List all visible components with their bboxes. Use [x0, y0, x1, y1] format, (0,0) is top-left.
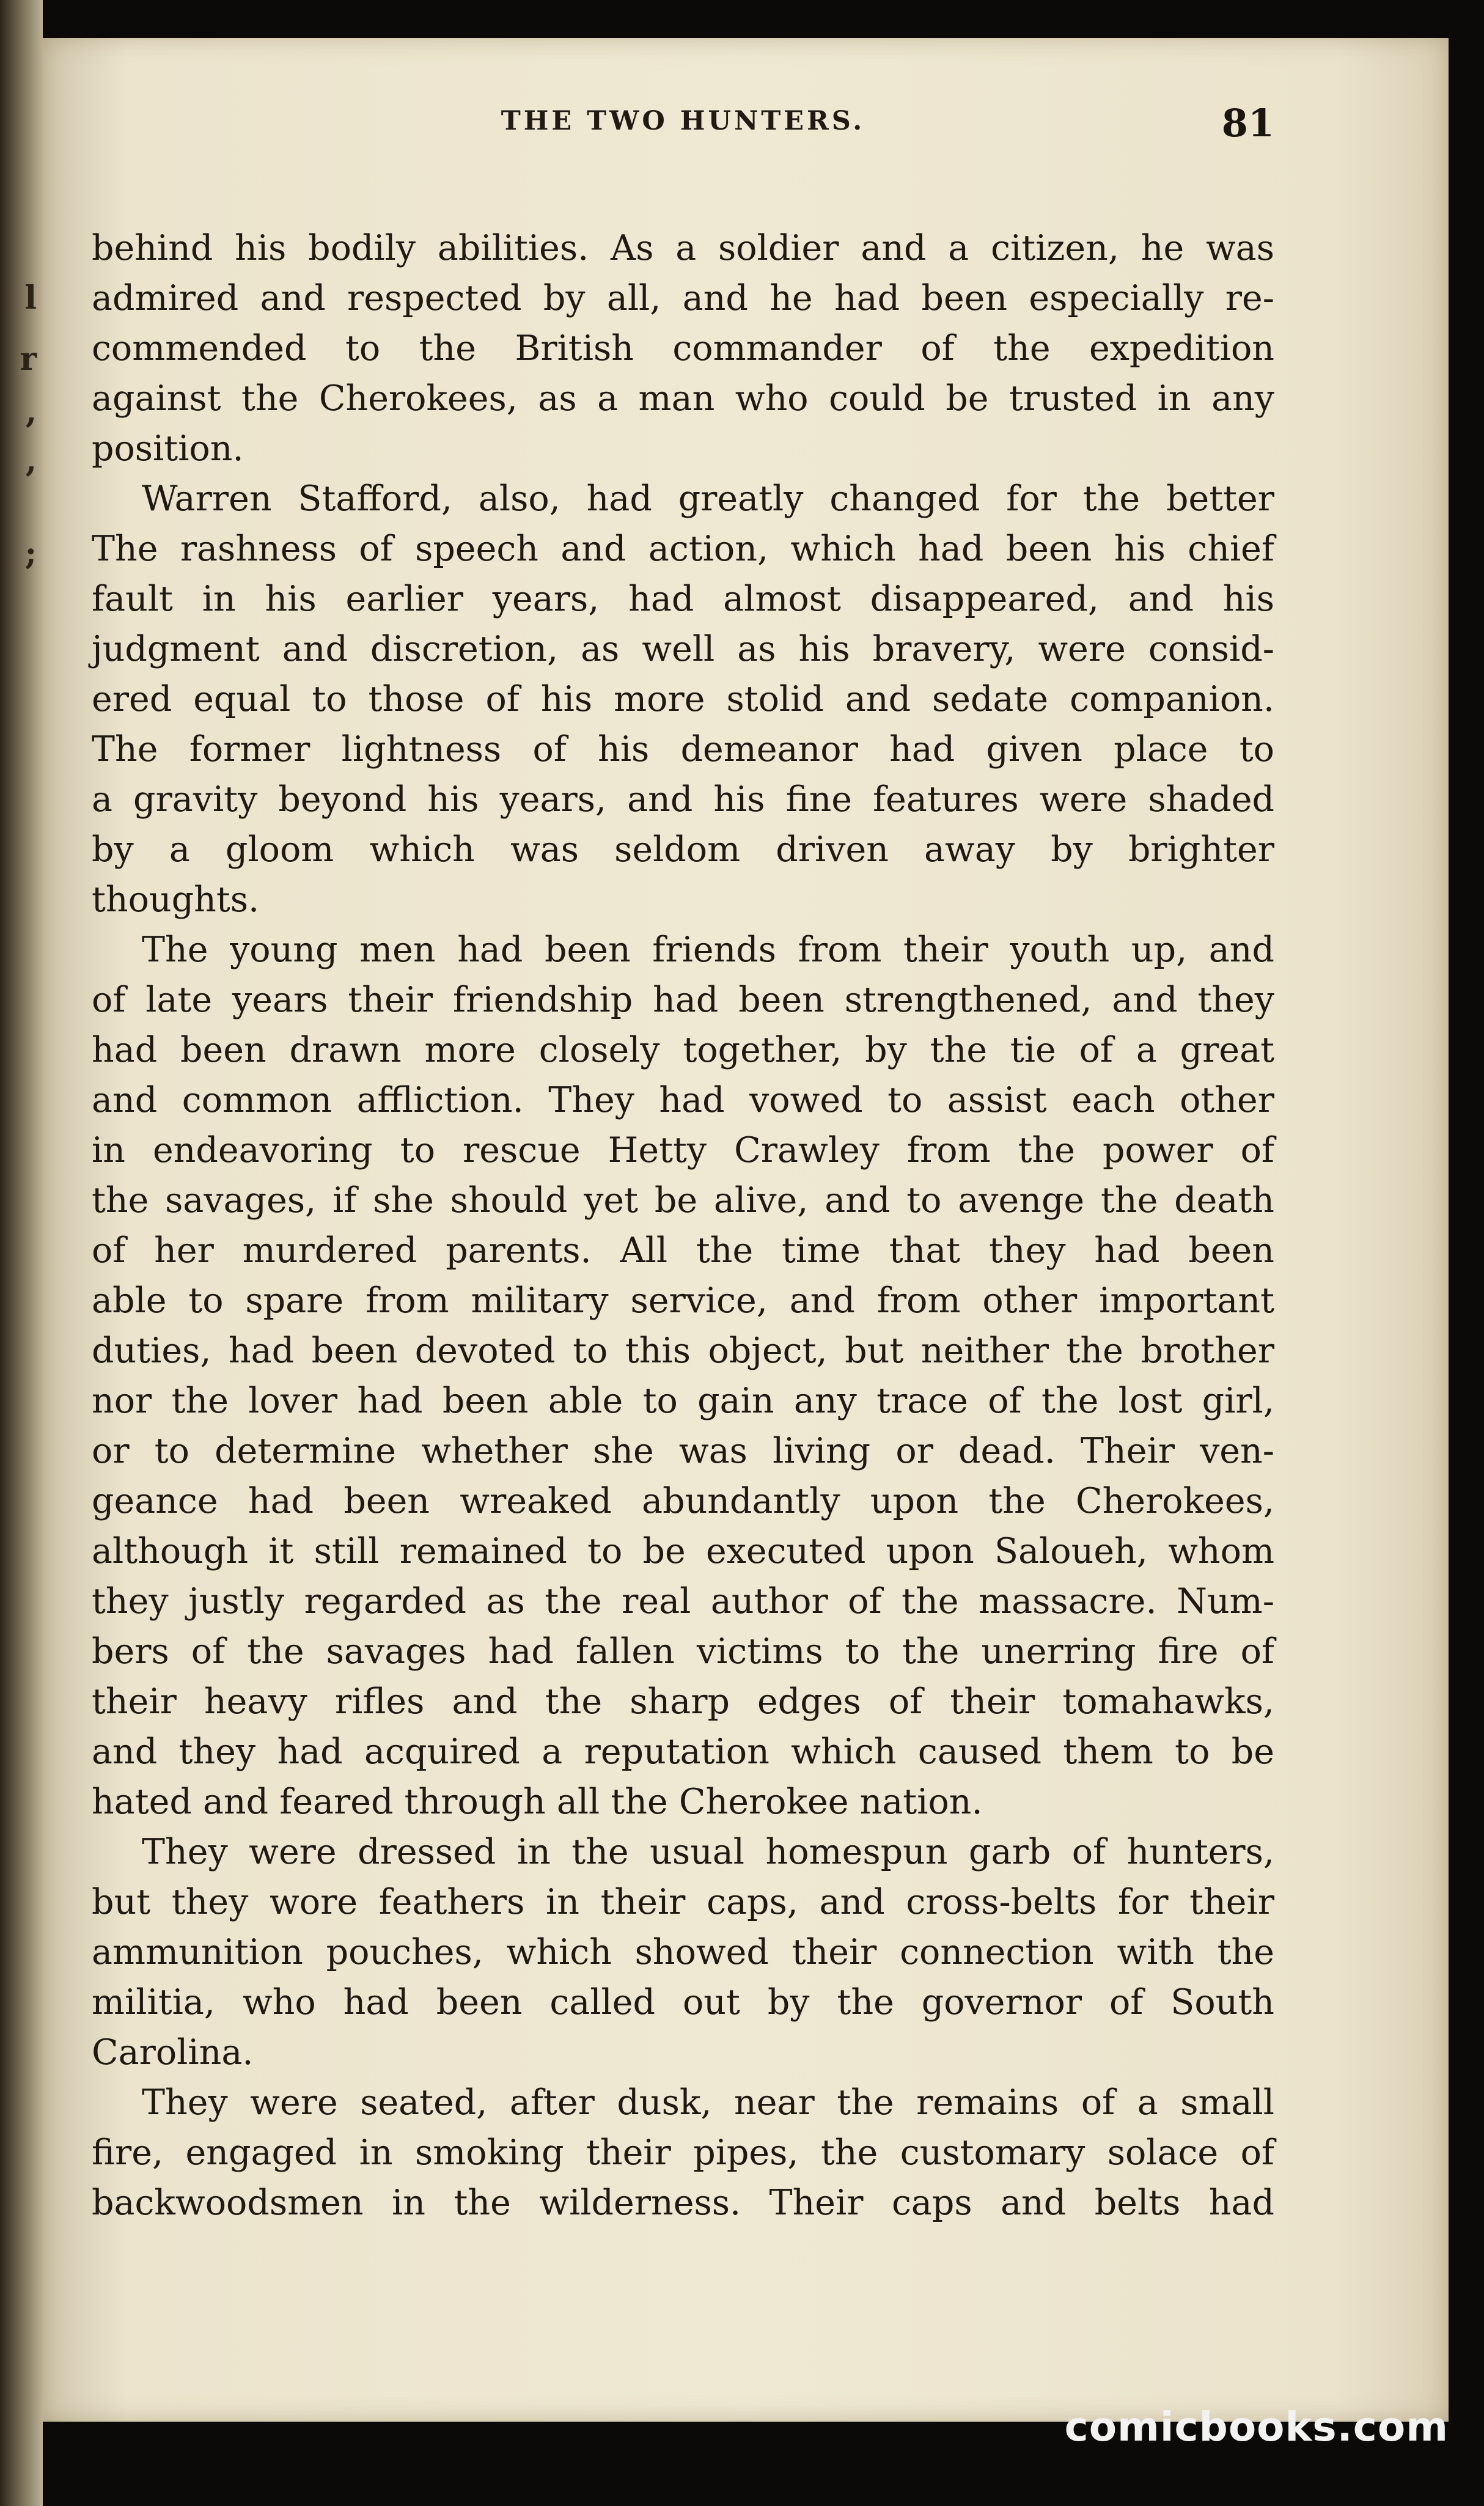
text-line: geance had been wreaked abundantly upon the Cherokees, [92, 1481, 1274, 1521]
text-line: hated and feared through all the Cherokee nation. [92, 1782, 983, 1822]
text-line: ammunition pouches, which showed their connection with the [92, 1932, 1274, 1972]
text-line: Carolina. [92, 2032, 254, 2073]
text-line: of her murdered parents. All the time that they had been [92, 1230, 1274, 1271]
text-line: They were dressed in the usual homespun garb of hunters, [142, 1832, 1274, 1872]
page-header [92, 101, 1274, 150]
binding-mark: , [25, 393, 37, 430]
text-line: commended to the British commander of the expedition [92, 328, 1274, 369]
text-line: ered equal to those of his more stolid and sedate companion. [92, 679, 1274, 719]
text-line: militia, who had been called out by the governor of South [92, 1982, 1274, 2023]
text-line: position. [92, 428, 244, 469]
text-line: but they wore feathers in their caps, and cross-belts for their [92, 1882, 1274, 1922]
binding-mark: l [24, 279, 37, 317]
text-line: or to determine whether she was living or dead. Their ven- [92, 1431, 1274, 1471]
text-line: of late years their friendship had been strengthened, and they [92, 980, 1274, 1020]
text-line: backwoodsmen in the wilderness. Their caps and belts had [92, 2183, 1274, 2223]
text-line: they justly regarded as the real author of the massacre. Num- [92, 1581, 1274, 1622]
text-line: duties, had been devoted to this object, but neither the brother [92, 1331, 1274, 1371]
binding-mark: ; [24, 535, 37, 572]
binding-mark: , [25, 442, 37, 479]
book-binding-edge [0, 0, 43, 2506]
site-watermark: comicbooks.com [1064, 2403, 1449, 2450]
text-line: their heavy rifles and the sharp edges of their tomahawks, [92, 1681, 1274, 1722]
text-line: The former lightness of his demeanor had given place to [92, 729, 1274, 770]
text-line: the savages, if she should yet be alive, and to avenge the death [92, 1180, 1274, 1221]
text-line: and they had acquired a reputation which caused them to be [92, 1732, 1274, 1772]
text-line: They were seated, after dusk, near the remains of a small [142, 2082, 1274, 2123]
text-line: a gravity beyond his years, and his fine features were shaded [92, 779, 1274, 820]
text-line: bers of the savages had fallen victims to the unerring fire of [92, 1631, 1274, 1672]
running-title: THE TWO HUNTERS. [501, 106, 865, 136]
text-line: although it still remained to be executed upon Saloueh, whom [92, 1531, 1274, 1571]
text-line: Warren Stafford, also, had greatly changed for the better [142, 479, 1274, 519]
binding-mark: r [20, 340, 37, 378]
text-line: and common affliction. They had vowed to assist each other [92, 1080, 1274, 1120]
text-line: nor the lover had been able to gain any trace of the lost girl, [92, 1381, 1274, 1421]
text-line: fire, engaged in smoking their pipes, the customary solace of [92, 2133, 1274, 2173]
text-line: against the Cherokees, as a man who could be trusted in any [92, 378, 1274, 419]
text-line: had been drawn more closely together, by the tie of a great [92, 1030, 1274, 1070]
page-body-text [92, 223, 1274, 2301]
text-line: by a gloom which was seldom driven away by brighter [92, 829, 1274, 870]
page-number: 81 [1221, 101, 1274, 145]
text-line: The rashness of speech and action, which had been his chief [92, 529, 1274, 569]
text-line: in endeavoring to rescue Hetty Crawley from the power of [92, 1130, 1274, 1170]
text-line: able to spare from military service, and from other important [92, 1281, 1274, 1321]
text-line: admired and respected by all, and he had been especially re- [92, 278, 1274, 318]
text-line: judgment and discretion, as well as his bravery, were consid- [92, 629, 1274, 669]
text-line: behind his bodily abilities. As a soldier and a citizen, he was [92, 228, 1274, 268]
text-line: fault in his earlier years, had almost disappeared, and his [92, 579, 1274, 619]
text-line: The young men had been friends from their youth up, and [142, 930, 1274, 970]
text-line: thoughts. [92, 880, 260, 920]
